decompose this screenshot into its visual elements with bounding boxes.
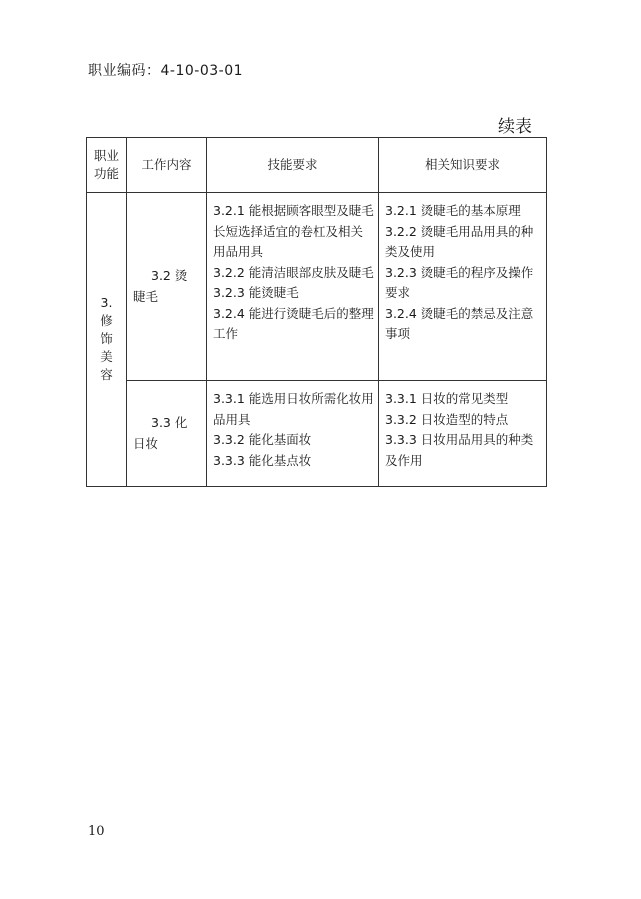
header-skills: 技能要求 (207, 138, 379, 193)
header-function: 职业 功能 (87, 138, 127, 193)
work-label: 3.3 化日妆 (133, 415, 188, 451)
knowledge-item: 3.3.2 日妆造型的特点 (385, 411, 509, 427)
skill-item: 3.2.1 能根据顾客眼型及睫毛长短选择适宜的卷杠及相关用品用具 (213, 203, 374, 259)
page-number: 10 (88, 824, 105, 839)
continued-label: 续表 (498, 117, 532, 137)
table-row (87, 193, 547, 381)
knowledge-item: 3.2.2 烫睫毛用品用具的种类及使用 (385, 223, 534, 259)
work-cell (127, 193, 207, 381)
occupation-code: 职业编码：4-10-03-01 (88, 63, 244, 79)
skill-table (86, 137, 547, 487)
knowledge-item: 3.2.3 烫睫毛的程序及操作要求 (385, 264, 534, 300)
knowledge-item: 3.2.4 烫睫毛的禁忌及注意事项 (385, 305, 534, 341)
skill-item: 3.3.1 能选用日妆所需化妆用品用具 (213, 391, 374, 427)
skill-item: 3.3.2 能化基面妆 (213, 432, 312, 447)
function-cell (87, 193, 127, 487)
skills-cell (207, 381, 379, 487)
skill-item: 3.2.4 能进行烫睫毛后的整理工作 (213, 305, 374, 341)
skill-item: 3.2.3 能烫睫毛 (213, 285, 299, 300)
skill-item: 3.2.2 能清洁眼部皮肤及睫毛 (213, 264, 374, 280)
knowledge-cell (379, 381, 547, 487)
skill-item: 3.3.3 能化基点妆 (213, 452, 312, 468)
table-header-row (87, 138, 547, 193)
work-label: 3.2 烫睫毛 (133, 268, 188, 304)
work-cell (127, 381, 207, 487)
header-knowledge: 相关知识要求 (379, 138, 547, 193)
table-row (87, 381, 547, 487)
knowledge-item: 3.3.1 日妆的常见类型 (385, 391, 509, 406)
knowledge-cell (379, 193, 547, 381)
skills-cell (207, 193, 379, 381)
header-work: 工作内容 (127, 138, 207, 193)
knowledge-item: 3.2.1 烫睫毛的基本原理 (385, 203, 521, 218)
function-label: 3. 修饰美容 (100, 294, 113, 382)
knowledge-item: 3.3.3 日妆用品用具的种类及作用 (385, 432, 534, 468)
